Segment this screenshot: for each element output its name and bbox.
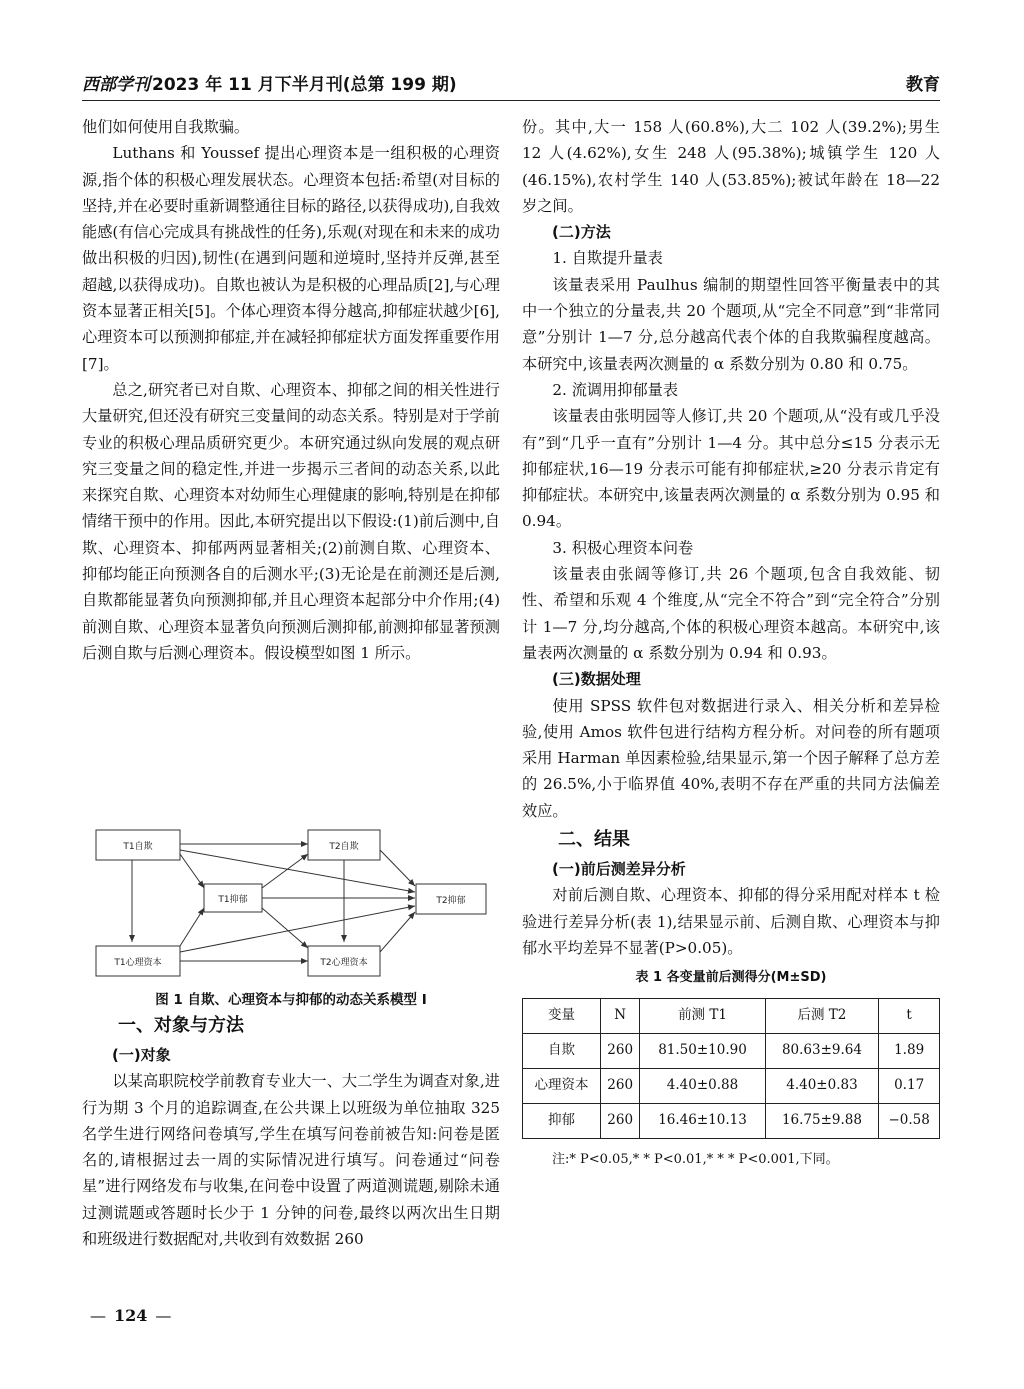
figure-1 — [82, 826, 500, 986]
table-cell: 16.46±10.13 — [640, 1103, 765, 1138]
table-1 — [522, 998, 940, 1139]
right-column — [522, 114, 940, 1173]
table-note: 注:* P<0.05,* * P<0.01,* * * P<0.001,下同。 — [552, 1151, 839, 1167]
label-t2-depression: T2抑郁 — [436, 896, 466, 906]
table-cell: 0.17 — [879, 1068, 940, 1103]
journal-logo: 西部学刊 — [82, 75, 150, 95]
table-header-row — [523, 998, 940, 1033]
subsection-heading: (一)对象 — [112, 1046, 171, 1064]
table-cell: 260 — [600, 1103, 639, 1138]
table-cell: 自欺 — [523, 1033, 601, 1068]
label-t2-psycap: T2心理资本 — [320, 958, 368, 968]
left-column — [82, 114, 500, 666]
method-title: 2. 流调用抑郁量表 — [552, 380, 679, 399]
paragraph: Luthans 和 Youssef 提出心理资本是一组积极的心理资源,指个体的积极心理发展状态。心理资本包括:希望(对目标的坚持,并在必要时重新调整通往目标的路径,以获得成功),自我效能感(有信心完成具有挑战性的任务),乐观(对现在和未来的成功做出积极的归因),韧性(在遇到问题和逆境时,坚持并反弹,甚至超越,以获得成功)。自欺也被认为是积极的心理品质[2],与心理资本显著正相关[5]。个体心理资本得分越高,抑郁症状越少[6],心理资本可以预测抑郁症,并在减轻抑郁症状方面发挥重要作用[7]。 — [82, 144, 500, 373]
issue-label: 2023 年 11 月下半月刊(总第 199 期) — [152, 75, 457, 95]
label-t2-selfdeception: T2自欺 — [329, 842, 359, 852]
table-cell: 1.89 — [879, 1033, 940, 1068]
table-header: t — [879, 998, 940, 1033]
paragraph: 使用 SPSS 软件包对数据进行录入、相关分析和差异检验,使用 Amos 软件包进行结构方程分析。对问卷的所有题项采用 Harman 单因素检验,结果显示,第一个因子解释了总方差的 26.5%,小于临界值 40%,表明不存在严重的共同方法偏差效应。 — [522, 696, 940, 820]
table-cell: 4.40±0.83 — [765, 1068, 879, 1103]
paragraph: 该量表由张阔等修订,共 26 个题项,包含自我效能、韧性、希望和乐观 4 个维度,从“完全不符合”到“完全符合”分别计 1—7 分,均分越高,个体的积极心理资本越高。本研究中,该量表两次测量的 α 系数分别为 0.94 和 0.93。 — [522, 565, 940, 662]
paragraph: 该量表由张明园等人修订,共 20 个题项,从“没有或几乎没有”到“几乎一直有”分别计 1—4 分。其中总分≤15 分表示无抑郁症状,16—19 分表示可能有抑郁症状,≥20 分表示肯定有抑郁症状。本研究中,该量表两次测量的 α 系数分别为 0.95 和 0.94。 — [522, 407, 940, 531]
figure-caption: 图 1 自欺、心理资本与抑郁的动态关系模型 I — [155, 992, 427, 1008]
paragraph: 他们如何使用自我欺骗。 — [82, 118, 250, 136]
table-row — [523, 1068, 940, 1103]
table-cell: 抑郁 — [523, 1103, 601, 1138]
paragraph: 份。其中,大一 158 人(60.8%),大二 102 人(39.2%);男生 12 人(4.62%),女生 248 人(95.38%);城镇学生 120 人(46.15%),农村学生 140 人(53.85%);被试年龄在 18—22 岁之间。 — [522, 118, 940, 215]
table-caption: 表 1 各变量前后测得分(M±SD) — [635, 970, 827, 986]
method-title: 1. 自欺提升量表 — [552, 249, 663, 268]
table-cell: 81.50±10.90 — [640, 1033, 765, 1068]
table-row — [523, 1033, 940, 1068]
table-header: 后测 T2 — [765, 998, 879, 1033]
table-cell: 80.63±9.64 — [765, 1033, 879, 1068]
subsection-heading: (一)前后测差异分析 — [552, 860, 686, 879]
paragraph: 该量表采用 Paulhus 编制的期望性回答平衡量表中的其中一个独立的分量表,共 20 个题项,从“完全不同意”到“非常同意”分别计 1—7 分,总分越高代表个体的自我欺骗程度越高。本研究中,该量表两次测量的 α 系数分别为 0.80 和 0.75。 — [522, 275, 940, 373]
paragraph: 对前后测自欺、心理资本、抑郁的得分采用配对样本 t 检验进行差异分析(表 1),结果显示前、后测自欺、心理资本与抑郁水平均差异不显著(P>0.05)。 — [522, 886, 940, 957]
table-cell: 260 — [600, 1033, 639, 1068]
table-cell: −0.58 — [879, 1103, 940, 1138]
table-cell: 4.40±0.88 — [640, 1068, 765, 1103]
table-cell: 16.75±9.88 — [765, 1103, 879, 1138]
table-cell: 心理资本 — [523, 1068, 601, 1103]
paragraph: 总之,研究者已对自欺、心理资本、抑郁之间的相关性进行大量研究,但还没有研究三变量间的动态关系。特别是对于学前专业的积极心理品质研究更少。本研究通过纵向发展的观点研究三变量之间的稳定性,并进一步揭示三者间的动态关系,以此来探究自欺、心理资本对幼师生心理健康的影响,特别是在抑郁情绪干预中的作用。因此,本研究提出以下假设:(1)前后测中,自欺、心理资本、抑郁两两显著相关;(2)前测自欺、心理资本、抑郁均能正向预测各自的后测水平;(3)无论是在前测还是后测,自欺都能显著负向预测抑郁,并且心理资本起部分中介作用;(4)前测自欺、心理资本显著负向预测后测抑郁,前测抑郁显著预测后测自欺与后测心理资本。假设模型如图 1 所示。 — [82, 380, 500, 662]
page-number-value: 124 — [114, 1306, 148, 1325]
method-title: 3. 积极心理资本问卷 — [552, 538, 694, 557]
table-header: N — [600, 998, 639, 1033]
label-t1-selfdeception: T1自欺 — [123, 842, 153, 852]
running-header — [82, 70, 940, 96]
subsection-heading: (二)方法 — [552, 223, 611, 242]
section-heading: 一、对象与方法 — [118, 1015, 244, 1036]
label-t1-psycap: T1心理资本 — [114, 958, 162, 968]
page-number: — 124 — — [90, 1306, 172, 1325]
label-t1-depression: T1抑郁 — [218, 895, 248, 905]
table-cell: 260 — [600, 1068, 639, 1103]
model-diagram — [82, 826, 500, 986]
table-row — [523, 1103, 940, 1138]
table-header: 前测 T1 — [640, 998, 765, 1033]
journal-issue — [82, 70, 457, 95]
section-label: 教育 — [906, 75, 940, 95]
left-column-lower — [82, 1010, 500, 1252]
paragraph: 以某高职院校学前教育专业大一、大二学生为调查对象,进行为期 3 个月的追踪调查,在公共课上以班级为单位抽取 325 名学生进行网络问卷填写,学生在填写问卷前被告知:问卷是匿名的,请根据过去一周的实际情况进行填写。问卷通过“问卷星”进行网络发布与收集,在问卷中设置了两道测谎题,剔除未通过测谎题或答题时长少于 1 分钟的问卷,最终以两次出生日期和班级进行数据配对,共收到有效数据 260 — [82, 1072, 500, 1249]
subsection-heading: (三)数据处理 — [552, 670, 641, 689]
table-header: 变量 — [523, 998, 601, 1033]
section-heading: 二、结果 — [558, 829, 630, 851]
header-rule — [82, 100, 940, 101]
